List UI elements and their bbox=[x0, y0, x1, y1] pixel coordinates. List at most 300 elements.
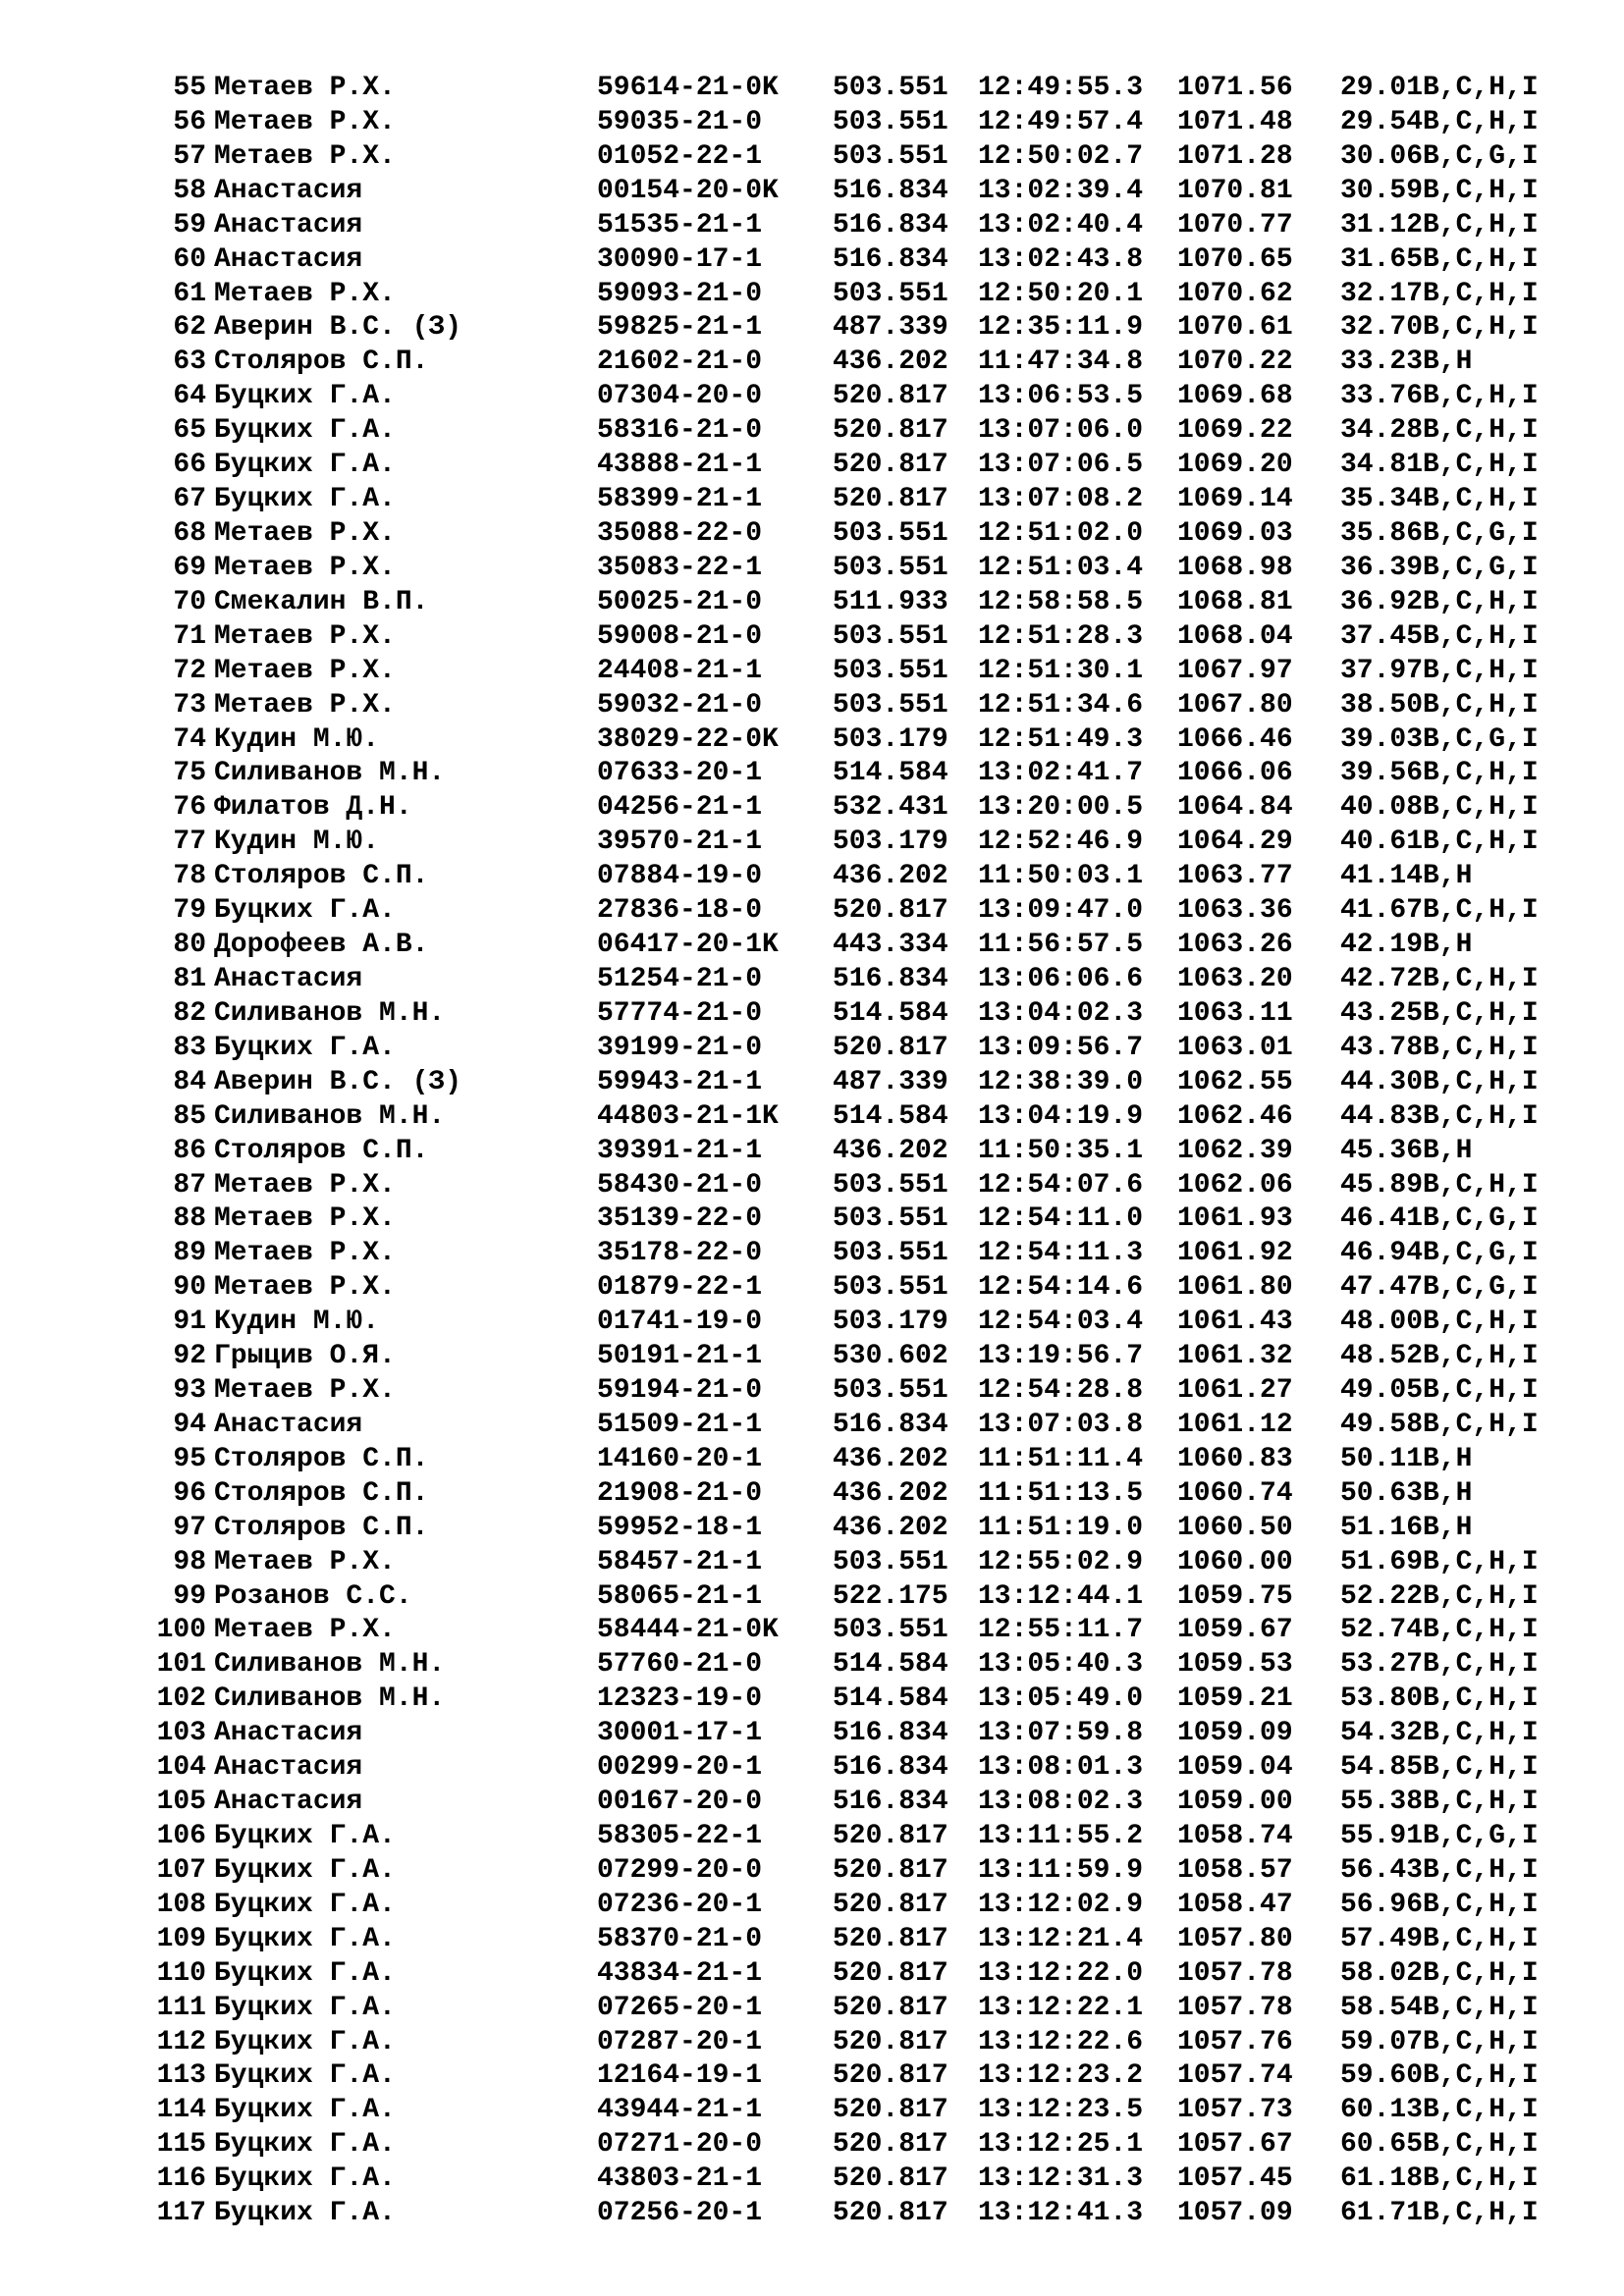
ring-number: 01741-19-0 bbox=[597, 1307, 763, 1338]
place-number: 116 bbox=[156, 2163, 206, 2195]
table-row bbox=[0, 2128, 1624, 2163]
fancier-name: Буцких Г.А. bbox=[214, 484, 396, 515]
table-row bbox=[0, 1820, 1624, 1854]
distance-value: 503.179 bbox=[833, 827, 948, 858]
classes-value: B,C,H,I bbox=[1423, 312, 1539, 344]
place-number: 98 bbox=[173, 1546, 206, 1577]
arrival-time: 13:08:02.3 bbox=[978, 1787, 1144, 1818]
coefficient-value: 54.32 bbox=[1340, 1718, 1424, 1749]
classes-value: B,C,H,I bbox=[1423, 1169, 1539, 1201]
arrival-time: 12:52:46.9 bbox=[978, 827, 1144, 858]
fancier-name: Метаев Р.Х. bbox=[214, 517, 396, 549]
arrival-time: 11:56:57.5 bbox=[978, 930, 1144, 961]
classes-value: B,H bbox=[1423, 1443, 1473, 1474]
coefficient-value: 45.36 bbox=[1340, 1135, 1424, 1166]
ring-number: 12323-19-0 bbox=[597, 1683, 763, 1715]
classes-value: B,H bbox=[1423, 1135, 1473, 1166]
arrival-time: 11:47:34.8 bbox=[978, 347, 1144, 378]
fancier-name: Буцких Г.А. bbox=[214, 1821, 396, 1852]
coefficient-value: 57.49 bbox=[1340, 1923, 1424, 1954]
fancier-name: Метаев Р.Х. bbox=[214, 552, 396, 583]
speed-value: 1070.81 bbox=[1177, 175, 1293, 206]
fancier-name: Буцких Г.А. bbox=[214, 2026, 396, 2057]
arrival-time: 12:50:20.1 bbox=[978, 278, 1144, 309]
speed-value: 1064.29 bbox=[1177, 827, 1293, 858]
place-number: 114 bbox=[156, 2095, 206, 2126]
fancier-name: Метаев Р.Х. bbox=[214, 689, 396, 721]
distance-value: 522.175 bbox=[833, 1580, 948, 1612]
distance-value: 503.551 bbox=[833, 517, 948, 549]
speed-value: 1070.22 bbox=[1177, 347, 1293, 378]
classes-value: B,C,H,I bbox=[1423, 1615, 1539, 1646]
classes-value: B,C,H,I bbox=[1423, 243, 1539, 275]
ring-number: 38029-22-0K bbox=[597, 723, 779, 755]
arrival-time: 13:12:22.0 bbox=[978, 1957, 1144, 1989]
ring-number: 07271-20-0 bbox=[597, 2129, 763, 2161]
place-number: 106 bbox=[156, 1821, 206, 1852]
ring-number: 59194-21-0 bbox=[597, 1375, 763, 1407]
ring-number: 39391-21-1 bbox=[597, 1135, 763, 1166]
arrival-time: 13:12:21.4 bbox=[978, 1923, 1144, 1954]
ring-number: 58370-21-0 bbox=[597, 1923, 763, 1954]
ring-number: 59943-21-1 bbox=[597, 1066, 763, 1097]
classes-value: B,C,G,I bbox=[1423, 1203, 1539, 1235]
fancier-name: Метаев Р.Х. bbox=[214, 1375, 396, 1407]
distance-value: 503.551 bbox=[833, 106, 948, 137]
arrival-time: 13:02:40.4 bbox=[978, 209, 1144, 240]
fancier-name: Буцких Г.А. bbox=[214, 2060, 396, 2092]
speed-value: 1060.50 bbox=[1177, 1512, 1293, 1543]
speed-value: 1058.57 bbox=[1177, 1854, 1293, 1886]
classes-value: B,C,H,I bbox=[1423, 1032, 1539, 1063]
coefficient-value: 31.65 bbox=[1340, 243, 1424, 275]
coefficient-value: 58.54 bbox=[1340, 1992, 1424, 2023]
arrival-time: 13:12:25.1 bbox=[978, 2129, 1144, 2161]
fancier-name: Анастасия bbox=[214, 1787, 363, 1818]
distance-value: 443.334 bbox=[833, 930, 948, 961]
arrival-time: 11:50:03.1 bbox=[978, 861, 1144, 892]
arrival-time: 13:07:08.2 bbox=[978, 484, 1144, 515]
table-row bbox=[0, 1854, 1624, 1889]
distance-value: 503.551 bbox=[833, 655, 948, 686]
ring-number: 07287-20-1 bbox=[597, 2026, 763, 2057]
coefficient-value: 30.06 bbox=[1340, 140, 1424, 172]
speed-value: 1071.28 bbox=[1177, 140, 1293, 172]
classes-value: B,C,G,I bbox=[1423, 1238, 1539, 1269]
place-number: 57 bbox=[173, 140, 206, 172]
classes-value: B,C,H,I bbox=[1423, 175, 1539, 206]
place-number: 97 bbox=[173, 1512, 206, 1543]
coefficient-value: 53.27 bbox=[1340, 1649, 1424, 1681]
table-row bbox=[0, 1751, 1624, 1786]
speed-value: 1068.98 bbox=[1177, 552, 1293, 583]
place-number: 60 bbox=[173, 243, 206, 275]
coefficient-value: 50.11 bbox=[1340, 1443, 1424, 1474]
ring-number: 50025-21-0 bbox=[597, 586, 763, 617]
table-row bbox=[0, 2026, 1624, 2060]
ring-number: 35139-22-0 bbox=[597, 1203, 763, 1235]
ring-number: 07633-20-1 bbox=[597, 758, 763, 789]
table-row bbox=[0, 1374, 1624, 1409]
place-number: 63 bbox=[173, 347, 206, 378]
arrival-time: 11:51:19.0 bbox=[978, 1512, 1144, 1543]
distance-value: 436.202 bbox=[833, 1443, 948, 1474]
place-number: 79 bbox=[173, 895, 206, 927]
fancier-name: Метаев Р.Х. bbox=[214, 655, 396, 686]
arrival-time: 12:54:11.0 bbox=[978, 1203, 1144, 1235]
classes-value: B,H bbox=[1423, 347, 1473, 378]
fancier-name: Буцких Г.А. bbox=[214, 2129, 396, 2161]
classes-value: B,C,H,I bbox=[1423, 1787, 1539, 1818]
fancier-name: Кудин М.Ю. bbox=[214, 827, 380, 858]
speed-value: 1059.67 bbox=[1177, 1615, 1293, 1646]
speed-value: 1067.80 bbox=[1177, 689, 1293, 721]
place-number: 76 bbox=[173, 792, 206, 824]
place-number: 58 bbox=[173, 175, 206, 206]
speed-value: 1057.78 bbox=[1177, 1992, 1293, 2023]
distance-value: 436.202 bbox=[833, 1477, 948, 1509]
arrival-time: 12:55:11.7 bbox=[978, 1615, 1144, 1646]
distance-value: 503.551 bbox=[833, 73, 948, 103]
place-number: 74 bbox=[173, 723, 206, 755]
distance-value: 487.339 bbox=[833, 1066, 948, 1097]
speed-value: 1061.43 bbox=[1177, 1307, 1293, 1338]
table-row bbox=[0, 552, 1624, 586]
speed-value: 1069.03 bbox=[1177, 517, 1293, 549]
speed-value: 1063.20 bbox=[1177, 963, 1293, 994]
fancier-name: Силиванов М.Н. bbox=[214, 1683, 446, 1715]
speed-value: 1059.04 bbox=[1177, 1752, 1293, 1784]
place-number: 94 bbox=[173, 1409, 206, 1440]
ring-number: 57760-21-0 bbox=[597, 1649, 763, 1681]
ring-number: 51535-21-1 bbox=[597, 209, 763, 240]
ring-number: 07299-20-0 bbox=[597, 1854, 763, 1886]
table-row bbox=[0, 346, 1624, 380]
table-row bbox=[0, 1409, 1624, 1443]
distance-value: 503.551 bbox=[833, 1546, 948, 1577]
classes-value: B,C,H,I bbox=[1423, 1375, 1539, 1407]
classes-value: B,C,H,I bbox=[1423, 278, 1539, 309]
place-number: 66 bbox=[173, 450, 206, 481]
distance-value: 514.584 bbox=[833, 997, 948, 1029]
coefficient-value: 54.85 bbox=[1340, 1752, 1424, 1784]
speed-value: 1060.74 bbox=[1177, 1477, 1293, 1509]
arrival-time: 13:20:00.5 bbox=[978, 792, 1144, 824]
coefficient-value: 35.86 bbox=[1340, 517, 1424, 549]
coefficient-value: 42.19 bbox=[1340, 930, 1424, 961]
table-row bbox=[0, 860, 1624, 894]
table-row bbox=[0, 963, 1624, 997]
coefficient-value: 51.69 bbox=[1340, 1546, 1424, 1577]
arrival-time: 11:51:11.4 bbox=[978, 1443, 1144, 1474]
speed-value: 1071.48 bbox=[1177, 106, 1293, 137]
arrival-time: 13:12:22.6 bbox=[978, 2026, 1144, 2057]
ring-number: 58316-21-0 bbox=[597, 415, 763, 447]
place-number: 89 bbox=[173, 1238, 206, 1269]
coefficient-value: 40.08 bbox=[1340, 792, 1424, 824]
table-row bbox=[0, 791, 1624, 826]
fancier-name: Розанов С.С. bbox=[214, 1580, 412, 1612]
arrival-time: 13:06:53.5 bbox=[978, 381, 1144, 412]
speed-value: 1069.22 bbox=[1177, 415, 1293, 447]
ring-number: 59614-21-0K bbox=[597, 73, 779, 103]
arrival-time: 12:54:14.6 bbox=[978, 1272, 1144, 1304]
fancier-name: Аверин В.С. (З) bbox=[214, 1066, 462, 1097]
coefficient-value: 38.50 bbox=[1340, 689, 1424, 721]
classes-value: B,C,H,I bbox=[1423, 450, 1539, 481]
place-number: 99 bbox=[173, 1580, 206, 1612]
speed-value: 1060.83 bbox=[1177, 1443, 1293, 1474]
table-row bbox=[0, 1923, 1624, 1957]
fancier-name: Метаев Р.Х. bbox=[214, 1615, 396, 1646]
distance-value: 520.817 bbox=[833, 1923, 948, 1954]
arrival-time: 13:02:41.7 bbox=[978, 758, 1144, 789]
place-number: 87 bbox=[173, 1169, 206, 1201]
ring-number: 44803-21-1K bbox=[597, 1100, 779, 1132]
classes-value: B,C,H,I bbox=[1423, 1307, 1539, 1338]
table-row bbox=[0, 243, 1624, 278]
distance-value: 516.834 bbox=[833, 209, 948, 240]
arrival-time: 13:12:44.1 bbox=[978, 1580, 1144, 1612]
speed-value: 1062.55 bbox=[1177, 1066, 1293, 1097]
arrival-time: 12:49:55.3 bbox=[978, 73, 1144, 103]
coefficient-value: 60.13 bbox=[1340, 2095, 1424, 2126]
distance-value: 520.817 bbox=[833, 450, 948, 481]
distance-value: 436.202 bbox=[833, 861, 948, 892]
classes-value: B,C,H,I bbox=[1423, 381, 1539, 412]
arrival-time: 11:51:13.5 bbox=[978, 1477, 1144, 1509]
classes-value: B,C,H,I bbox=[1423, 1889, 1539, 1920]
distance-value: 514.584 bbox=[833, 1649, 948, 1681]
arrival-time: 13:06:06.6 bbox=[978, 963, 1144, 994]
classes-value: B,H bbox=[1423, 930, 1473, 961]
arrival-time: 13:02:39.4 bbox=[978, 175, 1144, 206]
fancier-name: Столяров С.П. bbox=[214, 347, 429, 378]
coefficient-value: 30.59 bbox=[1340, 175, 1424, 206]
classes-value: B,C,H,I bbox=[1423, 1992, 1539, 2023]
coefficient-value: 33.23 bbox=[1340, 347, 1424, 378]
fancier-name: Буцких Г.А. bbox=[214, 381, 396, 412]
speed-value: 1057.73 bbox=[1177, 2095, 1293, 2126]
speed-value: 1069.20 bbox=[1177, 450, 1293, 481]
speed-value: 1070.62 bbox=[1177, 278, 1293, 309]
speed-value: 1062.46 bbox=[1177, 1100, 1293, 1132]
place-number: 117 bbox=[156, 2198, 206, 2229]
fancier-name: Столяров С.П. bbox=[214, 1477, 429, 1509]
fancier-name: Метаев Р.Х. bbox=[214, 1272, 396, 1304]
distance-value: 503.551 bbox=[833, 689, 948, 721]
coefficient-value: 43.78 bbox=[1340, 1032, 1424, 1063]
ring-number: 12164-19-1 bbox=[597, 2060, 763, 2092]
fancier-name: Дорофеев А.В. bbox=[214, 930, 429, 961]
ring-number: 59952-18-1 bbox=[597, 1512, 763, 1543]
classes-value: B,C,H,I bbox=[1423, 2095, 1539, 2126]
fancier-name: Буцких Г.А. bbox=[214, 2163, 396, 2195]
coefficient-value: 46.41 bbox=[1340, 1203, 1424, 1235]
speed-value: 1059.09 bbox=[1177, 1718, 1293, 1749]
distance-value: 516.834 bbox=[833, 1787, 948, 1818]
ring-number: 06417-20-1K bbox=[597, 930, 779, 961]
classes-value: B,C,G,I bbox=[1423, 552, 1539, 583]
table-row bbox=[0, 1340, 1624, 1374]
distance-value: 503.551 bbox=[833, 1615, 948, 1646]
place-number: 62 bbox=[173, 312, 206, 344]
fancier-name: Филатов Д.Н. bbox=[214, 792, 412, 824]
coefficient-value: 46.94 bbox=[1340, 1238, 1424, 1269]
place-number: 80 bbox=[173, 930, 206, 961]
distance-value: 503.551 bbox=[833, 1375, 948, 1407]
arrival-time: 12:35:11.9 bbox=[978, 312, 1144, 344]
place-number: 104 bbox=[156, 1752, 206, 1784]
place-number: 96 bbox=[173, 1477, 206, 1509]
speed-value: 1061.27 bbox=[1177, 1375, 1293, 1407]
arrival-time: 13:12:22.1 bbox=[978, 1992, 1144, 2023]
arrival-time: 13:05:49.0 bbox=[978, 1683, 1144, 1715]
distance-value: 520.817 bbox=[833, 381, 948, 412]
arrival-time: 13:04:19.9 bbox=[978, 1100, 1144, 1132]
classes-value: B,C,H,I bbox=[1423, 758, 1539, 789]
classes-value: B,C,H,I bbox=[1423, 997, 1539, 1029]
place-number: 69 bbox=[173, 552, 206, 583]
place-number: 61 bbox=[173, 278, 206, 309]
coefficient-value: 60.65 bbox=[1340, 2129, 1424, 2161]
speed-value: 1061.92 bbox=[1177, 1238, 1293, 1269]
fancier-name: Смекалин В.П. bbox=[214, 586, 429, 617]
distance-value: 520.817 bbox=[833, 415, 948, 447]
coefficient-value: 36.92 bbox=[1340, 586, 1424, 617]
distance-value: 503.551 bbox=[833, 1203, 948, 1235]
table-row bbox=[0, 1614, 1624, 1648]
speed-value: 1067.97 bbox=[1177, 655, 1293, 686]
arrival-time: 12:54:28.8 bbox=[978, 1375, 1144, 1407]
results-table bbox=[0, 72, 1624, 2231]
fancier-name: Анастасия bbox=[214, 1409, 363, 1440]
speed-value: 1069.14 bbox=[1177, 484, 1293, 515]
distance-value: 520.817 bbox=[833, 1854, 948, 1886]
place-number: 65 bbox=[173, 415, 206, 447]
table-row bbox=[0, 586, 1624, 620]
fancier-name: Столяров С.П. bbox=[214, 1512, 429, 1543]
table-row bbox=[0, 1682, 1624, 1717]
table-row bbox=[0, 1477, 1624, 1512]
coefficient-value: 49.05 bbox=[1340, 1375, 1424, 1407]
coefficient-value: 58.02 bbox=[1340, 1957, 1424, 1989]
arrival-time: 13:12:02.9 bbox=[978, 1889, 1144, 1920]
place-number: 67 bbox=[173, 484, 206, 515]
ring-number: 39570-21-1 bbox=[597, 827, 763, 858]
fancier-name: Кудин М.Ю. bbox=[214, 1307, 380, 1338]
fancier-name: Буцких Г.А. bbox=[214, 1923, 396, 1954]
distance-value: 520.817 bbox=[833, 1957, 948, 1989]
place-number: 68 bbox=[173, 517, 206, 549]
place-number: 110 bbox=[156, 1957, 206, 1989]
speed-value: 1063.11 bbox=[1177, 997, 1293, 1029]
arrival-time: 13:09:56.7 bbox=[978, 1032, 1144, 1063]
table-row bbox=[0, 1066, 1624, 1100]
classes-value: B,C,H,I bbox=[1423, 1718, 1539, 1749]
classes-value: B,C,H,I bbox=[1423, 2026, 1539, 2057]
ring-number: 57774-21-0 bbox=[597, 997, 763, 1029]
table-row bbox=[0, 1237, 1624, 1271]
distance-value: 436.202 bbox=[833, 1512, 948, 1543]
arrival-time: 13:07:59.8 bbox=[978, 1718, 1144, 1749]
table-row bbox=[0, 209, 1624, 243]
ring-number: 51254-21-0 bbox=[597, 963, 763, 994]
arrival-time: 12:49:57.4 bbox=[978, 106, 1144, 137]
coefficient-value: 55.38 bbox=[1340, 1787, 1424, 1818]
table-row bbox=[0, 483, 1624, 517]
fancier-name: Буцких Г.А. bbox=[214, 2095, 396, 2126]
fancier-name: Анастасия bbox=[214, 1718, 363, 1749]
ring-number: 07304-20-0 bbox=[597, 381, 763, 412]
table-row bbox=[0, 655, 1624, 689]
place-number: 71 bbox=[173, 620, 206, 652]
ring-number: 50191-21-1 bbox=[597, 1341, 763, 1372]
classes-value: B,C,H,I bbox=[1423, 1409, 1539, 1440]
place-number: 95 bbox=[173, 1443, 206, 1474]
table-row bbox=[0, 311, 1624, 346]
ring-number: 00299-20-1 bbox=[597, 1752, 763, 1784]
speed-value: 1060.00 bbox=[1177, 1546, 1293, 1577]
fancier-name: Буцких Г.А. bbox=[214, 895, 396, 927]
coefficient-value: 48.52 bbox=[1340, 1341, 1424, 1372]
ring-number: 59035-21-0 bbox=[597, 106, 763, 137]
speed-value: 1066.46 bbox=[1177, 723, 1293, 755]
ring-number: 04256-21-1 bbox=[597, 792, 763, 824]
speed-value: 1057.74 bbox=[1177, 2060, 1293, 2092]
speed-value: 1068.81 bbox=[1177, 586, 1293, 617]
fancier-name: Буцких Г.А. bbox=[214, 1854, 396, 1886]
arrival-time: 13:02:43.8 bbox=[978, 243, 1144, 275]
table-row bbox=[0, 1546, 1624, 1580]
place-number: 70 bbox=[173, 586, 206, 617]
classes-value: B,C,H,I bbox=[1423, 106, 1539, 137]
coefficient-value: 56.43 bbox=[1340, 1854, 1424, 1886]
coefficient-value: 47.47 bbox=[1340, 1272, 1424, 1304]
classes-value: B,C,H,I bbox=[1423, 1957, 1539, 1989]
table-row bbox=[0, 2163, 1624, 2197]
distance-value: 503.551 bbox=[833, 620, 948, 652]
classes-value: B,C,H,I bbox=[1423, 620, 1539, 652]
table-row bbox=[0, 1889, 1624, 1923]
coefficient-value: 55.91 bbox=[1340, 1821, 1424, 1852]
distance-value: 503.551 bbox=[833, 552, 948, 583]
speed-value: 1061.93 bbox=[1177, 1203, 1293, 1235]
place-number: 100 bbox=[156, 1615, 206, 1646]
ring-number: 01879-22-1 bbox=[597, 1272, 763, 1304]
fancier-name: Силиванов М.Н. bbox=[214, 997, 446, 1029]
place-number: 88 bbox=[173, 1203, 206, 1235]
ring-number: 30001-17-1 bbox=[597, 1718, 763, 1749]
place-number: 93 bbox=[173, 1375, 206, 1407]
ring-number: 07884-19-0 bbox=[597, 861, 763, 892]
distance-value: 487.339 bbox=[833, 312, 948, 344]
ring-number: 59093-21-0 bbox=[597, 278, 763, 309]
coefficient-value: 48.00 bbox=[1340, 1307, 1424, 1338]
speed-value: 1059.53 bbox=[1177, 1649, 1293, 1681]
table-row bbox=[0, 929, 1624, 963]
classes-value: B,C,G,I bbox=[1423, 1272, 1539, 1304]
classes-value: B,C,H,I bbox=[1423, 792, 1539, 824]
classes-value: B,C,G,I bbox=[1423, 1821, 1539, 1852]
classes-value: B,C,H,I bbox=[1423, 1100, 1539, 1132]
speed-value: 1069.68 bbox=[1177, 381, 1293, 412]
fancier-name: Буцких Г.А. bbox=[214, 450, 396, 481]
table-row bbox=[0, 1271, 1624, 1306]
fancier-name: Кудин М.Ю. bbox=[214, 723, 380, 755]
table-row bbox=[0, 1443, 1624, 1477]
distance-value: 532.431 bbox=[833, 792, 948, 824]
